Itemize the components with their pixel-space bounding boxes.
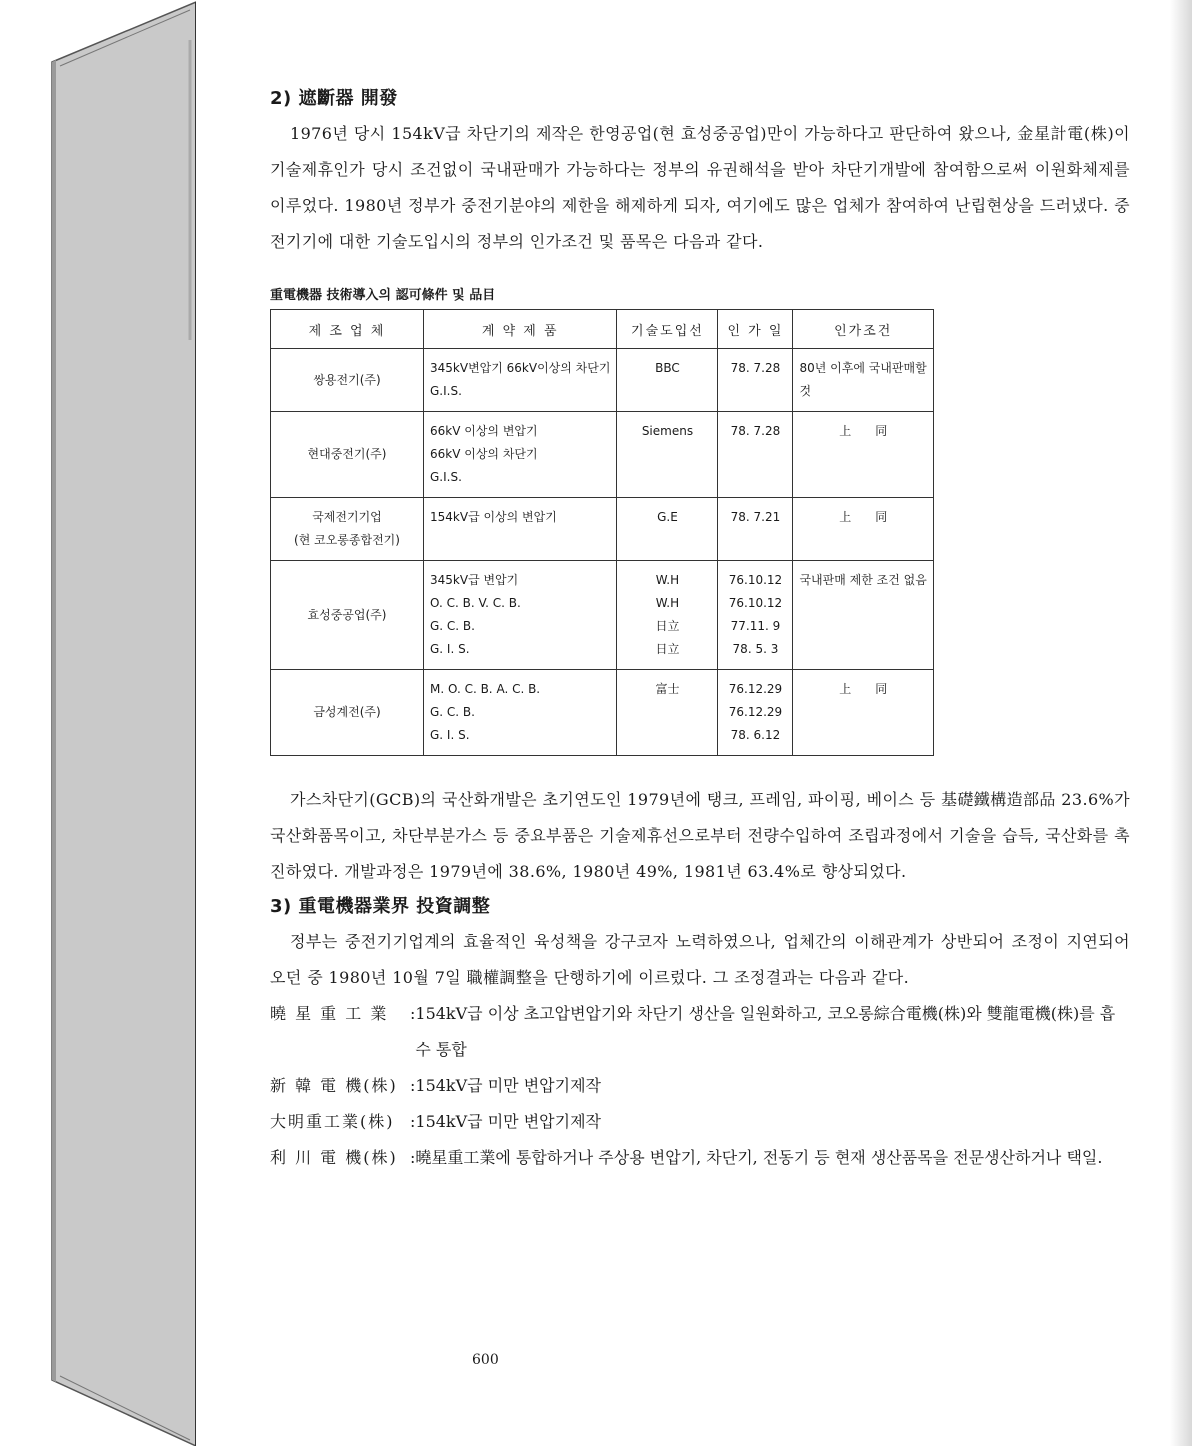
products-cell: 345kV변압기 66kV이상의 차단기 G.I.S.: [424, 349, 617, 412]
source-cell: Siemens: [617, 412, 718, 498]
gcb-paragraph: 가스차단기(GCB)의 국산화개발은 초기연도인 1979년에 탱크, 프레임, 파이핑, 베이스 등 基礎鐵構造部品 23.6%가 국산화품목이고, 차단부분가스 등 중요부품은 기술제휴선으로부터 전량수입하여 조립과정에서 기술을 습득, 국산화를 촉진하였다. 개발과정은 1979년에 38.6%, 1980년 49%, 1981년 63.4%로 향상되었다.: [270, 790, 1130, 881]
table-row: [271, 349, 934, 412]
condition-cell: 上 同: [793, 412, 934, 498]
colon-separator: :: [410, 1004, 416, 1023]
page-gutter-shade: [1170, 0, 1192, 1446]
header-condition: 인가조건: [793, 310, 934, 349]
colon-separator: :: [410, 1112, 416, 1131]
book-spine-edge: [0, 0, 200, 1446]
date-cell: 76.10.12 76.10.12 77.11. 9 78. 5. 3: [718, 561, 793, 670]
source-cell: W.H W.H 日立 日立: [617, 561, 718, 670]
colon-separator: :: [410, 1148, 416, 1167]
section-3-heading: 3) 重電機器業界 投資調整: [270, 896, 491, 917]
products-cell: 66kV 이상의 변압기 66kV 이상의 차단기 G.I.S.: [424, 412, 617, 498]
table-header-row: [271, 310, 934, 349]
list-item: [270, 1140, 1130, 1176]
company-name: 大明重工業(株): [270, 1112, 395, 1131]
manufacturer-cell: 쌍용전기(주): [271, 349, 424, 412]
products-cell: M. O. C. B. A. C. B. G. C. B. G. I. S.: [424, 670, 617, 756]
source-cell: G.E: [617, 498, 718, 561]
header-products: 계 약 제 품: [424, 310, 617, 349]
company-name: 新 韓 電 機(株): [270, 1076, 398, 1095]
list-item: [270, 996, 1130, 1068]
company-result: 154kV급 미만 변압기제작: [415, 1076, 601, 1095]
table-row: [271, 498, 934, 561]
company-result: 曉星重工業에 통합하거나 주상용 변압기, 차단기, 전동기 등 현재 생산품목을 전문생산하거나 택일.: [415, 1148, 1103, 1167]
date-cell: 76.12.29 76.12.29 78. 6.12: [718, 670, 793, 756]
header-manufacturer: 제 조 업 체: [271, 310, 424, 349]
header-date: 인 가 일: [718, 310, 793, 349]
condition-cell: 국내판매 제한 조건 없음: [793, 561, 934, 670]
source-cell: BBC: [617, 349, 718, 412]
condition-cell: 上 同: [793, 670, 934, 756]
list-item: [270, 1104, 1130, 1140]
manufacturer-cell: 금성계전(주): [271, 670, 424, 756]
company-result: 154kV급 이상 초고압변압기와 차단기 생산을 일원화하고, 코오롱綜合電機(株)와 雙龍電機(株)를 흡수 통합: [415, 1004, 1116, 1059]
company-name: 利 川 電 機(株): [270, 1148, 398, 1167]
date-cell: 78. 7.21: [718, 498, 793, 561]
manufacturer-cell: 현대중전기(주): [271, 412, 424, 498]
manufacturer-cell: 효성중공업(주): [271, 561, 424, 670]
products-cell: 345kV급 변압기 O. C. B. V. C. B. G. C. B. G. I. S.: [424, 561, 617, 670]
table-row: [271, 412, 934, 498]
table-row: [271, 561, 934, 670]
source-cell: 富士: [617, 670, 718, 756]
condition-cell: 上 同: [793, 498, 934, 561]
products-cell: 154kV급 이상의 변압기: [424, 498, 617, 561]
adjustment-results: [270, 996, 1130, 1176]
colon-separator: :: [410, 1076, 416, 1095]
section-2-paragraph: 1976년 당시 154kV급 차단기의 제작은 한영공업(현 효성중공업)만이 가능하다고 판단하여 왔으나, 金星計電(株)이 기술제휴인가 당시 조건없이 국내판매가 가능하다는 정부의 유권해석을 받아 차단기개발에 참여함으로써 이원화체제를 이루었다. 1980년 정부가 중전기분야의 제한을 해제하게 되자, 여기에도 많은 업체가 참여하여 난립현상을 드러냈다. 중전기기에 대한 기술도입시의 정부의 인가조건 및 품목은 다음과 같다.: [270, 124, 1130, 251]
table-row: [271, 670, 934, 756]
list-item: [270, 1068, 1130, 1104]
company-name: 曉 星 重 工 業: [270, 1004, 389, 1023]
page-content: [270, 84, 1130, 1176]
date-cell: 78. 7.28: [718, 412, 793, 498]
company-result: 154kV급 미만 변압기제작: [415, 1112, 601, 1131]
header-source: 기술도입선: [617, 310, 718, 349]
manufacturer-cell: 국제전기기업 (현 코오롱종합전기): [271, 498, 424, 561]
section-3-paragraph: 정부는 중전기기업계의 효율적인 육성책을 강구코자 노력하였으나, 업체간의 이해관계가 상반되어 조정이 지연되어 오던 중 1980년 10월 7일 職權調整을 단행하기에 이르렀다. 그 조정결과는 다음과 같다.: [270, 932, 1130, 987]
section-2-heading: 2) 遮斷器 開發: [270, 88, 398, 109]
approval-table: [270, 309, 934, 756]
date-cell: 78. 7.28: [718, 349, 793, 412]
page-number: 600: [472, 1352, 499, 1368]
table-title: 重電機器 技術導入의 認可條件 및 品目: [270, 288, 496, 303]
condition-cell: 80년 이후에 국내판매할 것: [793, 349, 934, 412]
